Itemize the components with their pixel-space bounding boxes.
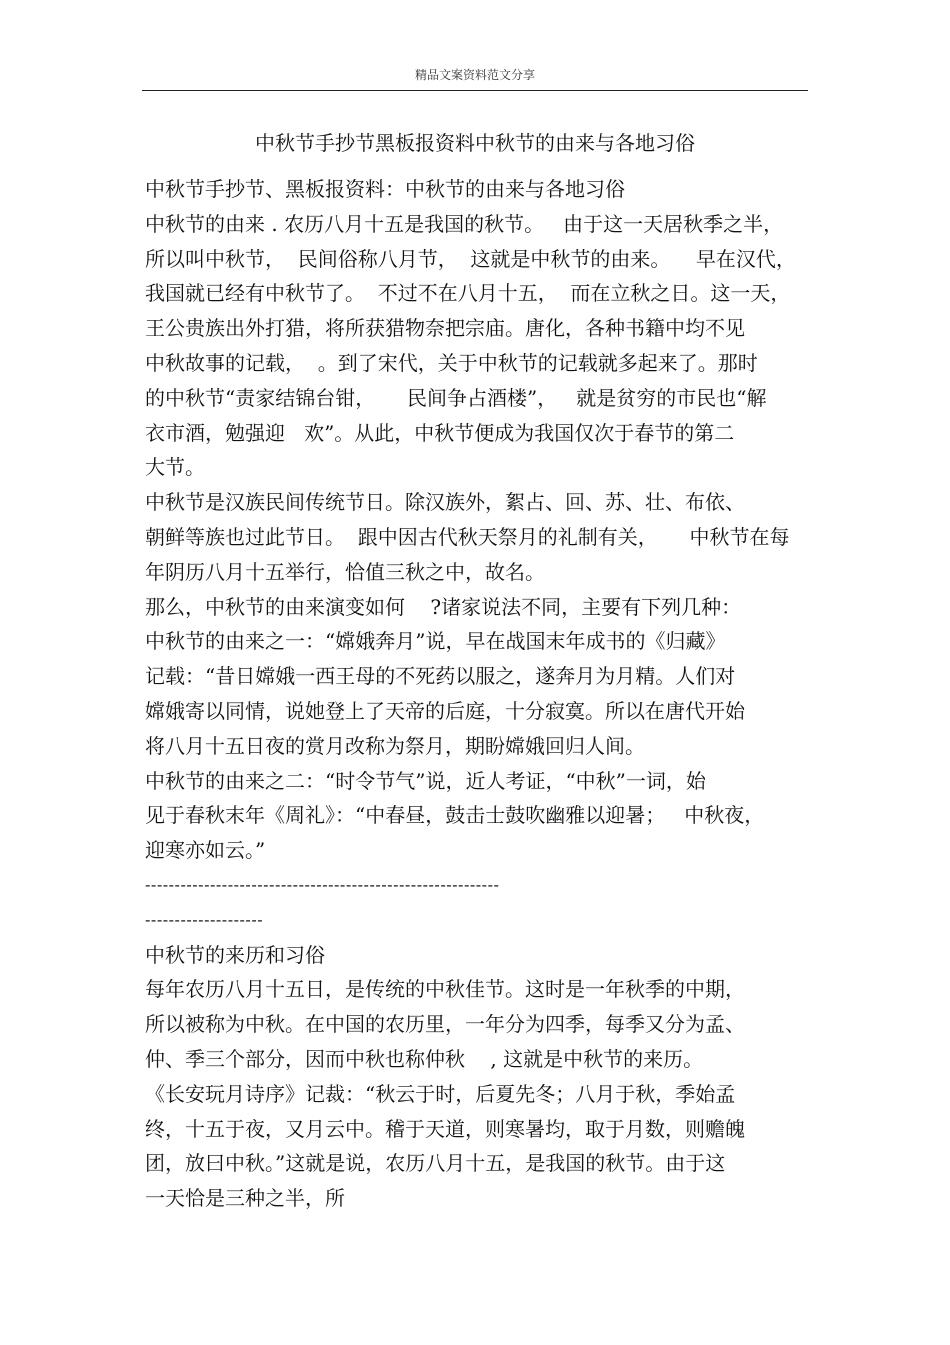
body-line: 年阴历八月十五举行，恰值三秋之中，故名。 [145, 559, 545, 584]
section-heading: 中秋节的来历和习俗 [145, 942, 325, 967]
body-line: 中秋节是汉族民间传统节日。除汉族外，絮占、回、苏、壮、布依、 [145, 490, 745, 515]
body-line: 一天恰是三种之半，所 [145, 1186, 345, 1211]
body-line: 我国就已经有中秋节了。 不过不在八月十五， 而在立秋之日。这一天， [145, 281, 791, 306]
separator-line: -------------------- [145, 909, 264, 929]
body-line: 记载：“昔日嫦娥一西王母的不死药以服之，遂奔月为月精。人们对 [145, 664, 736, 689]
body-line: 《长安玩月诗序》记裁：“秋云于时，后夏先冬；八月于秋，季始孟 [145, 1081, 736, 1106]
separator-line: ------------------------------------------------------------ [145, 874, 500, 894]
body-line: 的中秋节“责家结锦台钳， 民间争占酒楼”， 就是贫穷的市民也“解 [145, 385, 767, 410]
body-line: 中秋节的由来之一：“嫦娥奔月”说，早在战国末年成书的《归藏》 [145, 629, 726, 654]
body-line: 衣市酒，勉强迎 欢”。从此，中秋节便成为我国仅次于春节的第二 [145, 420, 735, 445]
body-line: 所以叫中秋节， 民间俗称八月节， 这就是中秋节的由来。 早在汉代， [145, 246, 796, 271]
body-line: 迎寒亦如云。” [145, 838, 266, 863]
body-line: 团，放曰中秋。”这就是说，农历八月十五，是我国的秋节。由于这 [145, 1151, 726, 1176]
body-line: 终，十五于夜，又月云中。稽于天道，则寒暑均，取于月数，则赡魄 [145, 1116, 745, 1141]
body-line: 见于春秋末年《周礼》：“中春昼，鼓击士鼓吹幽雅以迎暑； 中秋夜， [145, 803, 765, 828]
body-line: 嫦娥寄以同情，说她登上了天帝的后庭，十分寂寞。所以在唐代开始 [145, 698, 745, 723]
body-line: 王公贵族出外打猎，将所获猎物奈把宗庙。唐化，各种书籍中均不见 [145, 316, 745, 341]
page-header: 精品文案资料范文分享 [414, 68, 535, 82]
header-divider [142, 90, 808, 91]
body-line: 所以被称为中秋。在中国的农历里，一年分为四季，每季又分为孟、 [145, 1012, 745, 1037]
body-line: 每年农历八月十五日，是传统的中秋佳节。这时是一年秋季的中期， [145, 977, 745, 1002]
body-line: 仲、季三个部分，因而中秋也称仲秋 , 这就是中秋节的来历。 [145, 1046, 704, 1071]
body-line: 那么，中秋节的由来演变如何 ?诸家说法不同，主要有下列几种： [145, 594, 742, 619]
body-line: 大节。 [145, 455, 205, 480]
body-line: 中秋节的由来之二：“时令节气”说，近人考证，“中秋”一词，始 [145, 768, 706, 793]
body-line: 将八月十五日夜的赏月改称为祭月，期盼嫦娥回归人间。 [145, 733, 645, 758]
body-line: 中秋节的由来 . 农历八月十五是我国的秋节。 由于这一天居秋季之半， [145, 211, 784, 236]
document-body [145, 172, 810, 1216]
document-title: 中秋节手抄节黑板报资料中秋节的由来与各地习俗 [255, 131, 695, 155]
body-line: 中秋节手抄节、黑板报资料：中秋节的由来与各地习俗 [145, 177, 625, 201]
body-line: 中秋故事的记载， 。到了宋代，关于中秋节的记载就多起来了。那时 [145, 350, 758, 375]
body-line: 朝鲜等族也过此节日。 跟中因古代秋天祭月的礼制有关， 中秋节在每 [145, 524, 790, 549]
